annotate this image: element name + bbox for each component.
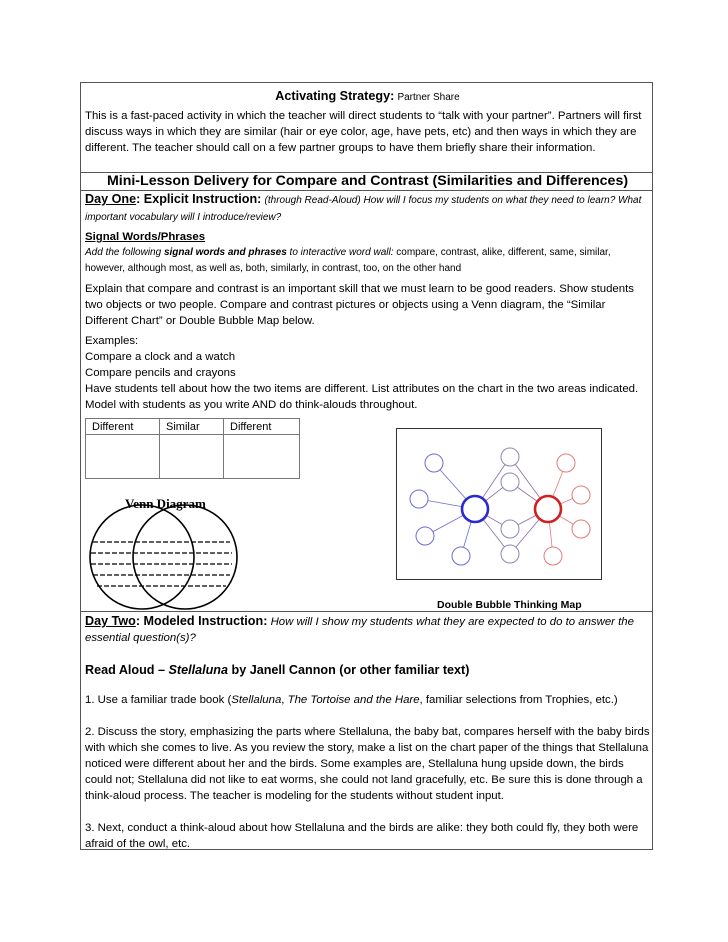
center-bubble-right bbox=[535, 496, 561, 522]
read-aloud-title bbox=[85, 662, 650, 678]
strategy-heading bbox=[85, 88, 650, 106]
chart-header-different-left: Different bbox=[86, 419, 160, 435]
read-aloud-2: by Janell Cannon (or other familiar text) bbox=[231, 663, 470, 677]
chart-cell bbox=[86, 435, 160, 479]
double-bubble-svg bbox=[397, 429, 601, 579]
examples-label: Examples: bbox=[85, 335, 139, 347]
chart-header-similar: Similar bbox=[160, 419, 224, 435]
read-aloud-book: Stellaluna bbox=[168, 663, 229, 677]
read-aloud-1: Read Aloud – bbox=[85, 663, 166, 677]
signal-intro-2: to interactive word wall: bbox=[289, 247, 394, 258]
day-one-header bbox=[85, 191, 650, 226]
signal-words-section bbox=[85, 229, 650, 277]
center-bubble-left bbox=[462, 496, 488, 522]
step-3: 3. Next, conduct a think-aloud about how Stellaluna and the birds are alike: they both could fly, they both were afraid of the owl, etc. bbox=[85, 822, 639, 850]
day-two-note: How will I show my students what they are expected to do to answer the essential question(s)? bbox=[85, 616, 634, 644]
step1-e: , familiar selections from Trophies, etc.) bbox=[419, 694, 618, 706]
explain-text: Explain that compare and contrast is an important skill that we must learn to be good readers. Show students two objects or two people. Compare and contrast pictures or objects using a Venn diagram, the “Similar Different Chart” or Double Bubble Map below. bbox=[85, 283, 634, 327]
day-one-heading: : Explicit Instruction: bbox=[136, 192, 262, 206]
day-two-heading: : Modeled Instruction: bbox=[135, 614, 268, 628]
strategy-subtitle: Partner Share bbox=[397, 92, 460, 103]
chart-cell bbox=[224, 435, 300, 479]
similar-different-chart bbox=[85, 418, 300, 479]
map-title: Double Bubble Thinking Map bbox=[437, 599, 582, 611]
venn-title: Venn Diagram bbox=[125, 496, 206, 511]
day-one-label: Day One bbox=[85, 192, 137, 206]
day-two-label: Day Two bbox=[85, 614, 136, 628]
venn-circle-right bbox=[133, 505, 237, 609]
mini-lesson-title: Mini-Lesson Delivery for Compare and Contrast (Similarities and Differences) bbox=[106, 173, 629, 189]
day-one-note: (through Read-Aloud) How will I focus my students on what they need to learn? What important vocabulary will I introduce/review? bbox=[85, 195, 642, 223]
strategy-title: Activating Strategy: bbox=[275, 89, 395, 103]
instructions-text: Have students tell about how the two items are different. List attributes on the chart in the two areas indicated. Model with students as you write AND do think-alouds throughout. bbox=[85, 383, 639, 411]
step1-b: Stellaluna bbox=[231, 694, 282, 706]
examples-section bbox=[85, 333, 650, 413]
step1-d: The Tortoise and the Hare bbox=[287, 694, 420, 706]
example-1: Compare a clock and a watch bbox=[85, 351, 236, 363]
double-bubble-map bbox=[396, 428, 602, 580]
chart-header-different-right: Different bbox=[224, 419, 300, 435]
step1-c: , bbox=[281, 694, 288, 706]
step1-a: 1. Use a familiar trade book ( bbox=[85, 694, 232, 706]
step-2: 2. Discuss the story, emphasizing the parts where Stellaluna, the baby bat, compares herself with the baby birds with which she comes to live. As you review the story, make a list on the chart paper of the things that Stellaluna noticed were different about her and the birds. Some examples are, Stellaluna hung upside down, the birds could not; Stellaluna did not like to eat worms, she could not land gracefully, etc. Be sure this is done through a think-aloud process. The teacher is modeling for the students without student input. bbox=[85, 726, 650, 802]
signal-intro-1: Add the following bbox=[85, 247, 162, 258]
chart-cell bbox=[160, 435, 224, 479]
signal-title: Signal Words/Phrases bbox=[85, 231, 206, 243]
venn-diagram bbox=[80, 500, 260, 615]
strategy-body: This is a fast-paced activity in which the teacher will direct students to “talk with your partner”. Partners will first discuss ways in which they are similar (hair or eye color, age, have pets, etc) and then ways in which they are different. The teacher should call on a few partner groups to have them briefly share their information. bbox=[85, 110, 642, 154]
venn-writing-lines bbox=[91, 542, 232, 586]
venn-circle-left bbox=[90, 505, 194, 609]
signal-intro-bold: signal words and phrases bbox=[163, 247, 287, 258]
example-2: Compare pencils and crayons bbox=[85, 367, 236, 379]
signal-words: compare, contrast, alike, different, same, similar, however, although most, as well as, both, similarly, in contrast, too, on the other hand bbox=[85, 247, 611, 274]
step-1 bbox=[85, 692, 650, 708]
day-two-header bbox=[85, 613, 650, 646]
